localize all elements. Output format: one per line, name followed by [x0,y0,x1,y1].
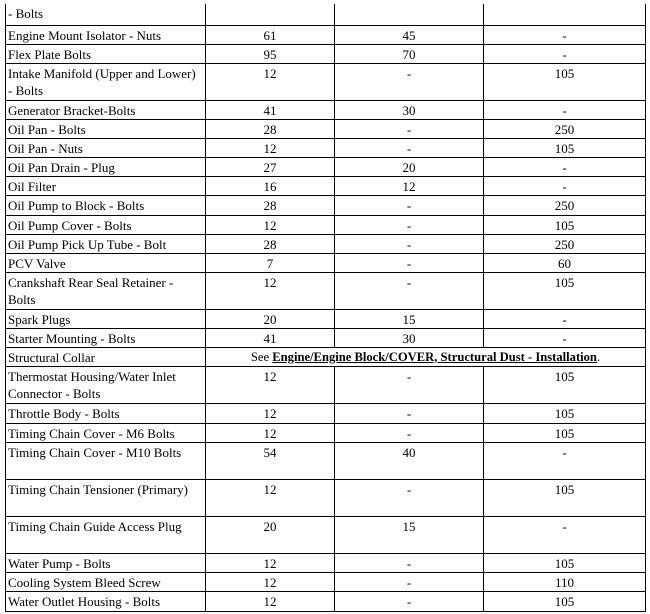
torque-lbft: - [335,591,484,611]
table-row [6,309,646,328]
torque-lbft: 70 [335,44,484,63]
fastener-name: Oil Pan - Bolts [6,119,206,138]
torque-nm: 54 [206,442,335,479]
fastener-name: Timing Chain Cover - M10 Bolts [6,442,206,479]
torque-nm: 27 [206,157,335,176]
torque-nm: 7 [206,253,335,272]
torque-lbin: 105 [484,479,646,516]
torque-spec-table [5,4,646,612]
torque-nm: 12 [206,403,335,423]
torque-lbin: - [484,328,646,347]
torque-lbin [484,4,646,25]
torque-lbft: 15 [335,516,484,553]
table-row [6,328,646,347]
torque-lbin: 110 [484,572,646,591]
reference-prefix: See [250,349,273,364]
torque-lbin: 105 [484,591,646,611]
torque-lbft [335,4,484,25]
table-row [6,44,646,63]
torque-lbin: - [484,516,646,553]
torque-lbft: 20 [335,157,484,176]
torque-lbin: - [484,176,646,195]
torque-lbin: 105 [484,63,646,100]
fastener-name: Oil Pump to Block - Bolts [6,195,206,215]
table-row [6,442,646,479]
fastener-name: Throttle Body - Bolts [6,403,206,423]
fastener-name: Oil Pan Drain - Plug [6,157,206,176]
torque-lbin: - [484,44,646,63]
torque-lbin: 250 [484,234,646,253]
table-row [6,366,646,403]
torque-lbft: 30 [335,100,484,119]
table-row [6,403,646,423]
table-row [6,157,646,176]
torque-lbin: 60 [484,253,646,272]
fastener-name: Oil Pan - Nuts [6,138,206,157]
torque-nm: 12 [206,553,335,572]
fastener-name: Oil Filter [6,176,206,195]
torque-lbft: 45 [335,25,484,44]
torque-lbin: - [484,442,646,479]
torque-nm: 12 [206,572,335,591]
torque-nm: 28 [206,234,335,253]
torque-nm: 12 [206,215,335,234]
torque-nm: 12 [206,138,335,157]
torque-nm: 12 [206,423,335,442]
torque-lbft: - [335,403,484,423]
torque-lbin: 105 [484,423,646,442]
torque-lbin: - [484,25,646,44]
torque-lbft: 40 [335,442,484,479]
table-row [6,25,646,44]
torque-nm [206,4,335,25]
torque-lbft: - [335,479,484,516]
torque-nm: 95 [206,44,335,63]
torque-nm: 12 [206,591,335,611]
torque-lbin: 105 [484,366,646,403]
torque-nm: 12 [206,63,335,100]
fastener-name: Cooling System Bleed Screw [6,572,206,591]
torque-nm: 20 [206,516,335,553]
fastener-name: Water Outlet Housing - Bolts [6,591,206,611]
fastener-name: Water Pump - Bolts [6,553,206,572]
torque-lbin: - [484,309,646,328]
fastener-name: Timing Chain Guide Access Plug [6,516,206,553]
reference-suffix: . [596,349,601,364]
torque-lbft: - [335,272,484,309]
torque-lbft: 15 [335,309,484,328]
torque-nm: 41 [206,328,335,347]
torque-nm: 20 [206,309,335,328]
table-row [6,119,646,138]
table-row [6,138,646,157]
fastener-name: Crankshaft Rear Seal Retainer - Bolts [6,272,206,309]
fastener-name: Flex Plate Bolts [6,44,206,63]
table-row [6,423,646,442]
fastener-name: Engine Mount Isolator - Nuts [6,25,206,44]
torque-lbin: 250 [484,195,646,215]
table-row [6,347,646,366]
torque-lbft: - [335,553,484,572]
table-row [6,272,646,309]
torque-lbft: 12 [335,176,484,195]
torque-nm: 16 [206,176,335,195]
table-row [6,215,646,234]
torque-lbft: - [335,572,484,591]
table-row [6,176,646,195]
fastener-name: Generator Bracket-Bolts [6,100,206,119]
torque-lbin: 105 [484,138,646,157]
table-row [6,4,646,25]
fastener-name: Intake Manifold (Upper and Lower) - Bolts [6,63,206,100]
torque-lbin: 105 [484,553,646,572]
torque-nm: 12 [206,479,335,516]
torque-lbft: - [335,63,484,100]
torque-lbin: - [484,157,646,176]
torque-lbft: - [335,366,484,403]
torque-lbin: 105 [484,403,646,423]
fastener-name: Spark Plugs [6,309,206,328]
fastener-name: - Bolts [6,4,206,25]
torque-lbin: - [484,100,646,119]
table-row [6,195,646,215]
fastener-name: PCV Valve [6,253,206,272]
fastener-name: Thermostat Housing/Water Inlet Connector - Bolts [6,366,206,403]
torque-lbft: - [335,119,484,138]
table-row [6,516,646,553]
fastener-name: Timing Chain Cover - M6 Bolts [6,423,206,442]
table-row [6,253,646,272]
torque-lbft: - [335,138,484,157]
torque-lbft: - [335,195,484,215]
torque-lbft: - [335,215,484,234]
fastener-name: Timing Chain Tensioner (Primary) [6,479,206,516]
torque-lbft: - [335,234,484,253]
table-row [6,479,646,516]
torque-nm: 12 [206,366,335,403]
torque-nm: 61 [206,25,335,44]
fastener-name: Oil Pump Cover - Bolts [6,215,206,234]
torque-lbin: 105 [484,215,646,234]
fastener-name: Oil Pump Pick Up Tube - Bolt [6,234,206,253]
procedure-reference [206,347,646,366]
torque-lbft: - [335,423,484,442]
fastener-name: Starter Mounting - Bolts [6,328,206,347]
torque-lbin: 250 [484,119,646,138]
torque-nm: 12 [206,272,335,309]
procedure-link[interactable]: Engine/Engine Block/COVER, Structural Dust - Installation [272,349,597,364]
torque-nm: 28 [206,195,335,215]
table-row [6,591,646,611]
table-row [6,63,646,100]
torque-nm: 28 [206,119,335,138]
torque-lbin: 105 [484,272,646,309]
table-row [6,553,646,572]
table-row [6,572,646,591]
torque-nm: 41 [206,100,335,119]
torque-lbft: 30 [335,328,484,347]
torque-lbft: - [335,253,484,272]
fastener-name: Structural Collar [6,347,206,366]
table-row [6,234,646,253]
table-row [6,100,646,119]
